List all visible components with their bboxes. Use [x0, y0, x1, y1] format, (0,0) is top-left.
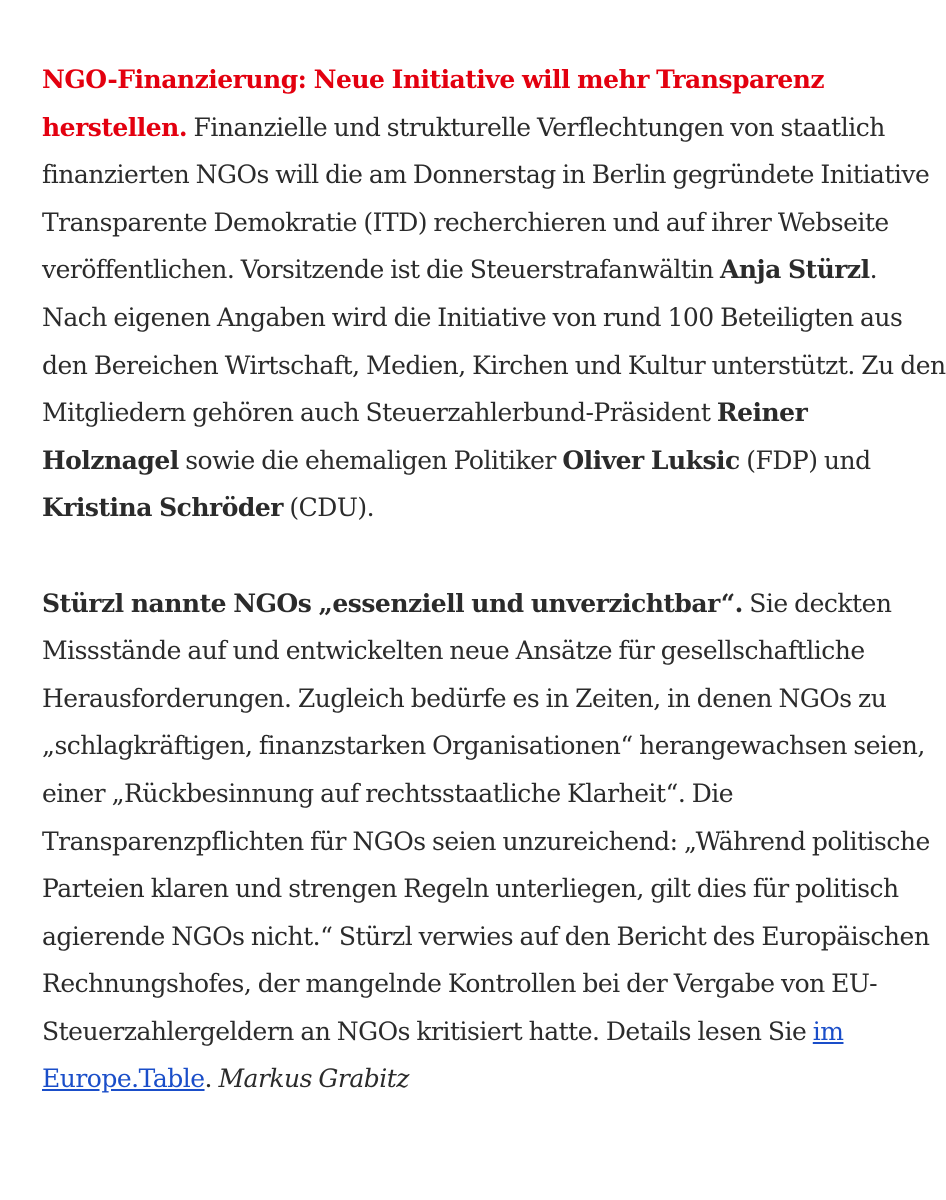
paragraph-2-text-1: Sie deckten Missstände auf und entwickelten neue Ansätze für gesellschaftliche Herausforderungen. Zugleich bedürfe es in Zeiten, in denen NGOs zu „schlagkräftigen, finanzstarken Organisationen“ herangewachsen seien, einer „Rückbesinnung auf rechtsstaatliche Klarheit“. Die Transparenzpflichten für NGOs seien unzureichend: „Während politische Parteien klaren und strengen Regeln unterliegen, gilt dies für politisch agierende NGOs nicht.“ Stürzl verwies auf den Bericht des Europäischen Rechnungshofes, der mangelnde Kontrollen bei der Vergabe von EU-Steuerzahlergeldern an NGOs kritisiert hatte. Details lesen Sie [42, 588, 930, 1046]
paragraph-2-text-2: . [204, 1064, 219, 1094]
paragraph-1-text-2: . Nach eigenen Angaben wird die Initiative von rund 100 Beteiligten aus den Bereichen Wirtschaft, Medien, Kirchen und Kultur unterstützt. Zu den Mitgliedern gehören auch Steuerzahlerbund-Präsident [42, 255, 946, 428]
article-paragraph-2 [42, 580, 946, 1104]
paragraph-1-text-5: (CDU). [282, 493, 375, 523]
author-name: Markus Grabitz [218, 1064, 409, 1094]
person-name-oliver-luksic: Oliver Luksic [562, 445, 740, 475]
paragraph-1-text-4: (FDP) und [739, 445, 871, 475]
paragraph-2-headline: Stürzl nannte NGOs „essenziell und unverzichtbar“. [42, 588, 743, 618]
person-name-kristina-schroeder: Kristina Schröder [42, 493, 283, 523]
person-name-reiner-holznagel: Reiner Holznagel [42, 398, 808, 475]
paragraph-1-text-3: sowie die ehemaligen Politiker [178, 445, 563, 475]
news-article [42, 56, 946, 1103]
paragraph-1-text-1: Finanzielle und strukturelle Verflechtungen von staatlich finanzierten NGOs will die am Donnerstag in Berlin gegründete Initiative Transparente Demokratie (ITD) recherchieren und auf ihrer Webseite veröffentlichen. Vorsitzende ist die Steuerstrafanwältin [42, 112, 930, 285]
person-name-anja-stuerzl: Anja Stürzl [719, 255, 870, 285]
europe-table-link[interactable]: im Europe.Table [42, 1016, 844, 1094]
article-paragraph-1 [42, 56, 946, 532]
paragraph-1-headline: NGO-Finanzierung: Neue Initiative will mehr Transparenz herstellen. [42, 65, 825, 142]
